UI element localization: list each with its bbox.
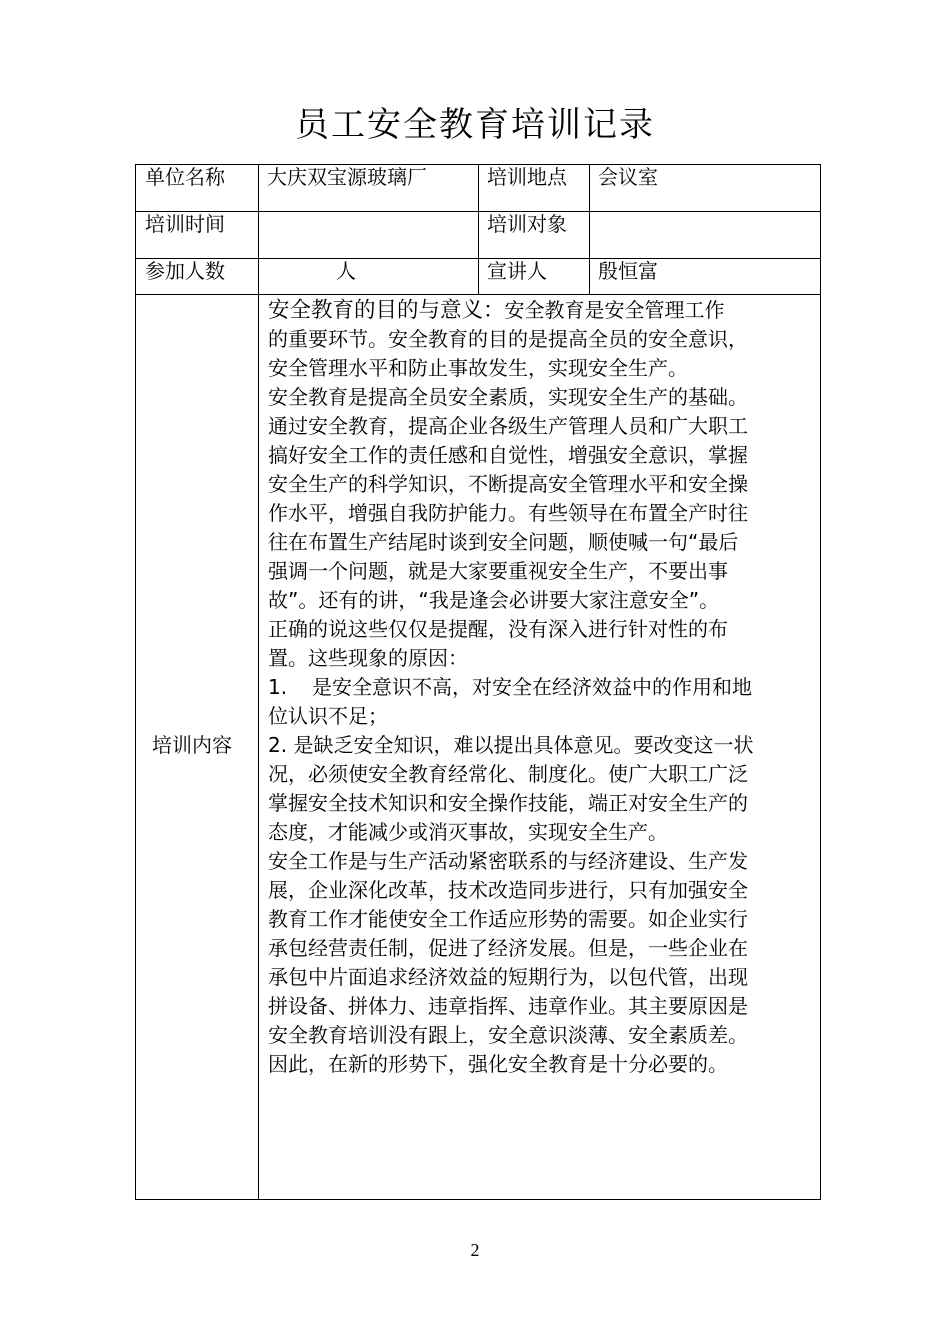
content-line: 掌握安全技术知识和安全操作技能，端正对安全生产的 xyxy=(268,791,748,815)
table-border-bottom xyxy=(135,1199,821,1200)
content-line: 是安全意识不高，对安全在经济效益中的作用和地 xyxy=(312,675,752,699)
content-line: 况，必须使安全教育经常化、制度化。使广大职工广泛 xyxy=(268,762,748,786)
content-line: 态度，才能减少或消灭事故，实现安全生产。 xyxy=(268,820,668,844)
content-line: 强调一个问题，就是大家要重视安全生产，不要出事 xyxy=(268,559,728,583)
training-content-label: 培训内容 xyxy=(152,733,232,757)
document-title: 员工安全教育培训记录 xyxy=(295,105,655,145)
table-border-left xyxy=(135,164,136,1200)
content-line: 安全教育是提高全员安全素质，实现安全生产的基础。 xyxy=(268,385,748,409)
speaker-value: 殷恒富 xyxy=(598,259,658,283)
content-heading: 安全教育的目的与意义： xyxy=(268,298,505,323)
content-line: 因此，在新的形势下，强化安全教育是十分必要的。 xyxy=(268,1052,728,1076)
content-line: 往在布置生产结尾时谈到安全问题，顺使喊一句“最后 xyxy=(268,530,739,554)
content-line: 安全教育培训没有跟上，安全意识淡薄、安全素质差。 xyxy=(268,1023,748,1047)
table-column-divider xyxy=(589,164,590,295)
content-line: 承包经营责任制，促进了经济发展。但是，一些企业在 xyxy=(268,936,748,960)
content-paragraph-purpose xyxy=(268,296,814,383)
content-list-item-2 xyxy=(268,731,814,847)
content-line: 通过安全教育，提高企业各级生产管理人员和广大职工 xyxy=(268,414,748,438)
training-content-body xyxy=(268,296,814,1079)
table-column-divider xyxy=(258,164,259,1200)
unit-name-label: 单位名称 xyxy=(145,165,225,189)
training-time-label: 培训时间 xyxy=(145,212,225,236)
attendee-count-value: 人 xyxy=(336,259,356,283)
content-line: 正确的说这些仅仅是提醒，没有深入进行针对性的布 xyxy=(268,617,728,641)
content-list-item-1 xyxy=(268,673,814,731)
content-line: 教育工作才能使安全工作适应形势的需要。如企业实行 xyxy=(268,907,748,931)
content-line: 的重要环节。安全教育的目的是提高全员的安全意识， xyxy=(268,327,748,351)
content-line: 展，企业深化改革，技术改造同步进行，只有加强安全 xyxy=(268,878,748,902)
content-line: 故”。还有的讲，“我是逢会必讲要大家注意安全”。 xyxy=(268,588,720,612)
content-line: 2. 是缺乏安全知识，难以提出具体意见。要改变这一状 xyxy=(268,733,754,757)
content-line: 安全工作是与生产活动紧密联系的与经济建设、生产发 xyxy=(268,849,748,873)
content-line: 拼设备、拼体力、违章指挥、违章作业。其主要原因是 xyxy=(268,994,748,1018)
content-paragraph-basis xyxy=(268,383,814,673)
content-line: 置。这些现象的原因： xyxy=(268,646,468,670)
content-line: 作水平，增强自我防护能力。有些领导在布置全产时往 xyxy=(268,501,748,525)
training-location-value: 会议室 xyxy=(598,165,658,189)
content-line: 安全生产的科学知识，不断提高安全管理水平和安全操 xyxy=(268,472,748,496)
speaker-label: 宣讲人 xyxy=(487,259,547,283)
page-number: 2 xyxy=(470,1240,480,1260)
training-location-label: 培训地点 xyxy=(487,165,567,189)
content-line: 位认识不足； xyxy=(268,704,388,728)
attendee-count-label: 参加人数 xyxy=(145,259,225,283)
content-line: 安全教育是安全管理工作 xyxy=(504,298,725,322)
table-column-divider xyxy=(478,164,479,295)
content-line: 安全管理水平和防止事故发生，实现安全生产。 xyxy=(268,356,688,380)
content-line: 搞好安全工作的责任感和自觉性，增强安全意识，掌握 xyxy=(268,443,748,467)
list-item-number: 1. xyxy=(268,675,288,699)
unit-name-value: 大庆双宝源玻璃厂 xyxy=(267,165,427,189)
content-paragraph-reform xyxy=(268,847,814,1079)
content-line: 承包中片面追求经济效益的短期行为，以包代管，出现 xyxy=(268,965,748,989)
training-target-label: 培训对象 xyxy=(487,212,567,236)
table-border-right xyxy=(820,164,821,1200)
